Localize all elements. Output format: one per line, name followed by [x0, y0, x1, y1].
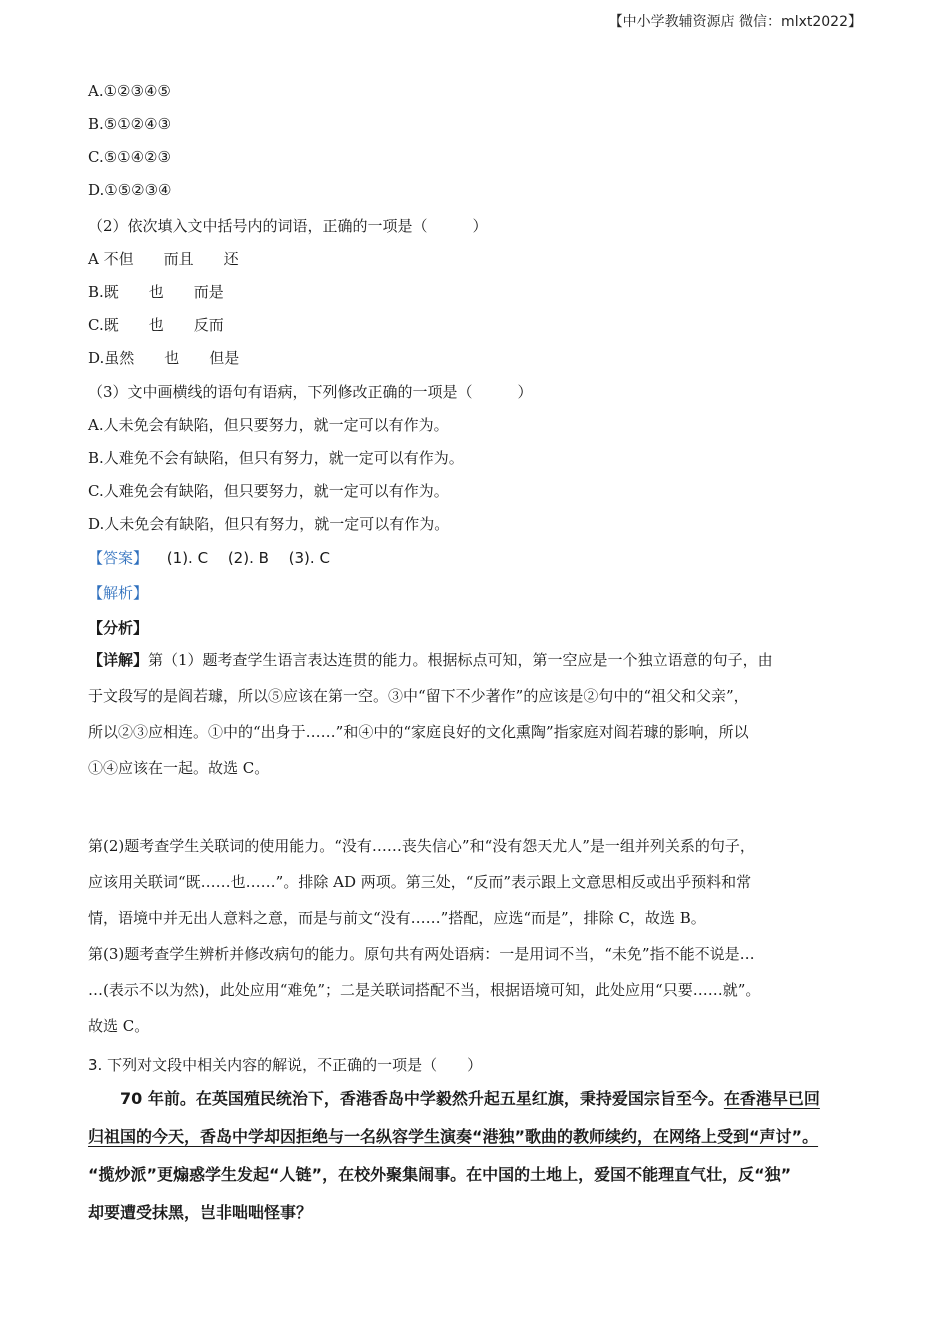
question-3-stem: 3. 下列对文段中相关内容的解说，不正确的一项是（ ）	[88, 1056, 483, 1074]
answer-text: (1). C (2). B (3). C	[166, 549, 330, 567]
analysis-line: 第(2)题考查学生关联词的使用能力。“没有……丧失信心”和“没有怨天尤人”是一组并列关系的句子，	[88, 837, 755, 855]
q3-option-d: D.人未免会有缺陷，但只有努力，就一定可以有作为。	[88, 515, 450, 533]
detail-line: 所以②③应相连。①中的“出身于……”和④中的“家庭良好的文化熏陶”指家庭对阎若璩的影响，所以	[88, 723, 749, 741]
q2-stem: （2）依次填入文中括号内的词语，正确的一项是（ ）	[88, 217, 488, 235]
q3-option-b: B.人难免不会有缺陷，但只有努力，就一定可以有作为。	[88, 449, 464, 467]
detail-line: 于文段写的是阎若璩，所以⑤应该在第一空。③中“留下不少著作”的应该是②句中的“祖父和父亲”，	[88, 687, 749, 705]
answer-row	[88, 547, 330, 568]
q3-option-c: C.人难免会有缺陷，但只要努力，就一定可以有作为。	[88, 482, 449, 500]
detail-line: 第（1）题考查学生语言表达连贯的能力。根据标点可知，第一空应是一个独立语意的句子，由	[148, 651, 773, 669]
q1-option-a: A.①②③④⑤	[88, 82, 171, 100]
q2-option-d: D.虽然 也 但是	[88, 349, 240, 367]
q1-option-b: B.⑤①②④③	[88, 115, 172, 133]
q3-analysis-paragraph	[88, 936, 864, 1044]
q2-option-b: B.既 也 而是	[88, 283, 224, 301]
passage	[88, 1080, 878, 1232]
q3-stem: （3）文中画横线的语句有语病，下列修改正确的一项是（ ）	[88, 383, 533, 401]
q3-option-a: A.人未免会有缺陷，但只要努力，就一定可以有作为。	[88, 416, 449, 434]
detail-line: ①④应该在一起。故选 C。	[88, 759, 270, 777]
q2-analysis-paragraph	[88, 828, 864, 936]
q2-option-c: C.既 也 反而	[88, 316, 224, 334]
detail-label: 【详解】	[88, 651, 149, 669]
underlined-sentence: 归祖国的今天，香岛中学却因拒绝与一名纵容学生演奏“港独”歌曲的教师续约，在网络上受到“声讨”。	[88, 1127, 819, 1146]
passage-text: 70 年前。在英国殖民统治下，香港香岛中学毅然升起五星红旗，秉持爱国宗旨至今。	[88, 1089, 724, 1108]
passage-text: “揽炒派”更煽惑学生发起“人链”，在校外聚集闹事。在中国的土地上，爱国不能理直气壮，反“独”	[88, 1165, 792, 1184]
passage-text: 却要遭受抹黑，岂非咄咄怪事？	[88, 1203, 313, 1222]
analysis-line: 第(3)题考查学生辨析并修改病句的能力。原句共有两处语病：一是用词不当，“未免”指不能不说是…	[88, 945, 755, 963]
underlined-sentence: 在香港早已回	[723, 1089, 820, 1108]
detail-paragraph	[88, 642, 864, 786]
page-header: 【中小学教辅资源店 微信：mlxt2022】	[608, 14, 862, 30]
answer-label: 【答案】	[88, 549, 149, 567]
analysis-line: 应该用关联词“既……也……”。排除 AD 两项。第三处，“反而”表示跟上文意思相反或出乎预料和常	[88, 873, 752, 891]
q1-option-d: D.①⑤②③④	[88, 181, 172, 199]
analysis-line: 情，语境中并无出人意料之意，而是与前文“没有……”搭配，应选“而是”，排除 C，故选 B。	[88, 909, 706, 927]
analysis-line: 故选 C。	[88, 1017, 150, 1035]
q1-option-c: C.⑤①④②③	[88, 148, 171, 166]
jiexi-label: 【解析】	[88, 584, 149, 602]
q2-option-a: A 不但 而且 还	[88, 250, 239, 268]
analysis-line: …(表示不以为然)，此处应用“难免”；二是关联词搭配不当，根据语境可知，此处应用“只要……就”。	[88, 981, 761, 999]
fenxi-label: 【分析】	[88, 619, 149, 637]
